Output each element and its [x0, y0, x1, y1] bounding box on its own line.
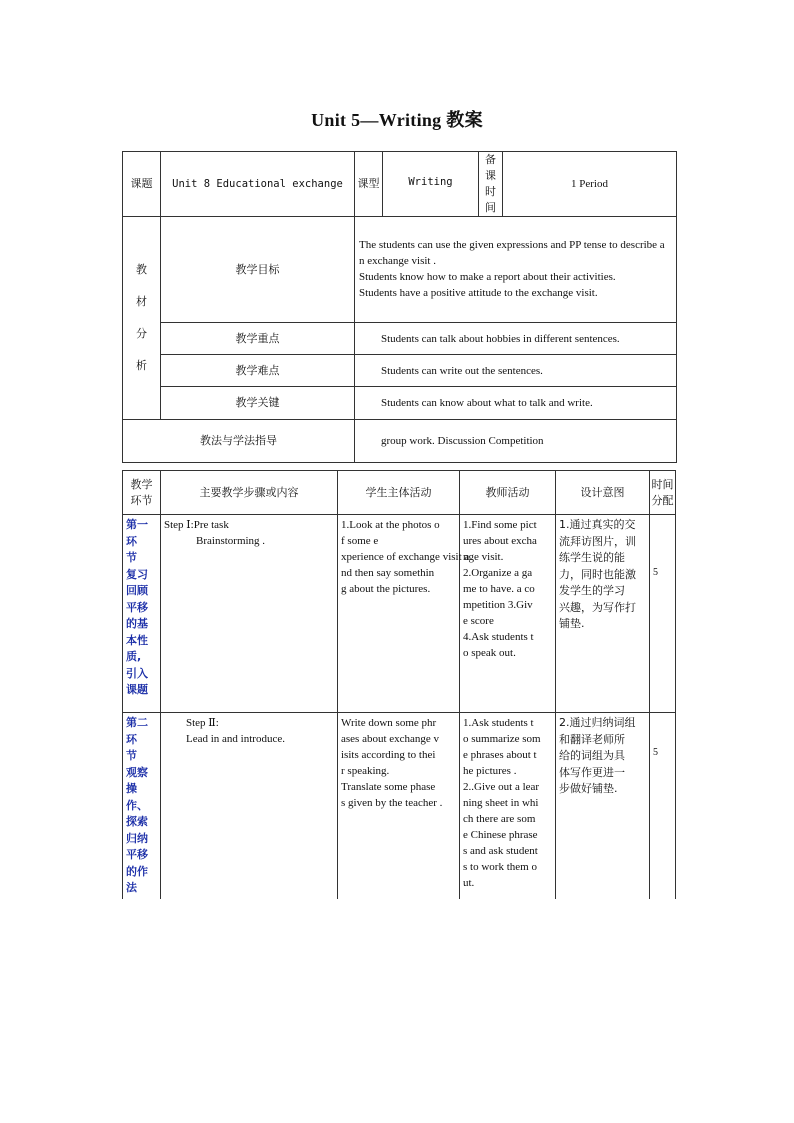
teacher-cell — [460, 515, 556, 713]
difficulty-row — [123, 355, 677, 387]
student-line: Write down some phr — [341, 717, 437, 729]
topic-label: 课题 — [123, 152, 161, 217]
stage-line: 引入 — [126, 666, 148, 680]
student-header: 学生主体活动 — [338, 471, 460, 515]
method-label: 教法与学法指导 — [123, 420, 355, 463]
stage-line: 的基 — [126, 617, 148, 630]
student-line: s given by the teacher . — [341, 797, 443, 809]
lesson-info-table — [122, 151, 677, 463]
student-line: nd then say somethin — [341, 567, 435, 579]
goal-line: Students have a positive attitude to the exchange visit. — [359, 287, 598, 299]
difficulty-label: 教学难点 — [161, 355, 355, 387]
teacher-line: ning sheet in whi — [463, 797, 539, 809]
stage-header-line: 环节 — [130, 493, 153, 507]
method-row — [123, 420, 677, 463]
focus-label: 教学重点 — [161, 323, 355, 355]
design-cell — [556, 515, 650, 713]
prep-time-label — [479, 152, 503, 217]
stage-line: 平移 — [126, 848, 148, 861]
teacher-line: nge visit. — [463, 551, 504, 563]
stage-line: 节 — [126, 551, 137, 564]
stage-line: 回顾 — [126, 584, 148, 597]
prep-char: 时 — [485, 185, 496, 198]
step-row-1 — [123, 515, 676, 713]
goal-line: n exchange visit . — [359, 255, 436, 267]
stage-header-line: 教学 — [130, 477, 153, 491]
teacher-line: 2.Organize a ga — [463, 567, 533, 579]
goals-label: 教学目标 — [161, 217, 355, 323]
design-line: 给的词组为具 — [559, 749, 625, 762]
period-value: 1 Period — [503, 152, 677, 217]
design-cell — [556, 713, 650, 899]
content-line: Brainstorming . — [196, 535, 266, 547]
stage-line: 本性 — [126, 633, 148, 647]
stage-line: 课题 — [126, 683, 148, 696]
teacher-line: o speak out. — [463, 647, 516, 659]
design-line: 流拜访图片，训 — [559, 534, 636, 548]
key-label: 教学关键 — [161, 387, 355, 420]
steps-header-row — [123, 471, 676, 515]
time-header — [650, 471, 676, 515]
design-line: 力，同时也能激 — [559, 567, 636, 581]
stage-line: 平移 — [126, 600, 148, 614]
teacher-header: 教师活动 — [460, 471, 556, 515]
student-line: ases about exchange v — [341, 733, 440, 745]
student-cell — [338, 713, 460, 899]
stage-line: 节 — [126, 749, 137, 762]
design-line: 发学生的学习 — [559, 584, 625, 597]
stage-line: 环 — [126, 534, 137, 548]
header-row — [123, 152, 677, 217]
key-value: Students can know about what to talk and write. — [355, 387, 677, 420]
side-char: 材 — [136, 295, 147, 308]
document-title: Unit 5—Writing 教案 — [311, 110, 483, 130]
time-header-line: 分配 — [651, 493, 674, 507]
goal-line: Students know how to make a report about their activities. — [359, 271, 616, 283]
teacher-line: s to work them o — [463, 861, 537, 873]
student-line: Translate some phase — [341, 781, 436, 793]
key-row — [123, 387, 677, 420]
time-cell: 5 — [650, 713, 676, 899]
teacher-line: e Chinese phrase — [463, 829, 538, 841]
time-cell: 5 — [650, 515, 676, 713]
content-line: Step Ⅰ:Pre task — [164, 519, 229, 531]
stage-line: 环 — [126, 732, 137, 746]
stage-line: 操 — [126, 782, 137, 795]
design-line: 1.通过真实的交 — [559, 518, 636, 531]
stage-line: 探索 — [126, 815, 148, 828]
topic-value: Unit 8 Educational exchange — [161, 152, 355, 217]
type-label: 课型 — [355, 152, 383, 217]
material-analysis-label — [123, 217, 161, 420]
design-line: 体写作更进一 — [559, 765, 625, 779]
teacher-line: s and ask student — [463, 845, 538, 857]
content-cell — [161, 713, 338, 899]
method-value: group work. Discussion Competition — [355, 420, 677, 463]
student-line: isits according to thei — [341, 749, 436, 761]
teacher-cell — [460, 713, 556, 899]
stage-line: 质, — [126, 650, 142, 663]
prep-char: 备 — [485, 153, 496, 166]
student-line: g about the pictures. — [341, 583, 431, 595]
goals-row — [123, 217, 677, 323]
content-line: Lead in and introduce. — [186, 733, 285, 745]
stage-line: 第二 — [126, 716, 148, 729]
focus-value: Students can talk about hobbies in different sentences. — [355, 323, 677, 355]
teacher-line: e score — [463, 615, 494, 627]
side-char: 分 — [136, 327, 147, 340]
design-line: 和翻译老师所 — [559, 732, 625, 746]
step-row-2 — [123, 713, 676, 899]
type-value: Writing — [383, 152, 479, 217]
design-line: 步做好铺垫. — [559, 782, 618, 795]
stage-line: 复习 — [126, 567, 148, 581]
stage-line: 法 — [126, 881, 137, 894]
stage-cell — [123, 713, 161, 899]
teacher-line: ch there are som — [463, 813, 536, 825]
stage-line: 的作 — [126, 864, 148, 878]
design-header: 设计意图 — [556, 471, 650, 515]
side-char: 教 — [136, 263, 147, 276]
teacher-line: ures about excha — [463, 535, 537, 547]
stage-line: 观察 — [126, 765, 148, 779]
content-line: Step Ⅱ: — [186, 717, 219, 729]
student-line: 1.Look at the photos o — [341, 519, 440, 531]
design-line: 铺垫. — [559, 617, 585, 630]
stage-cell — [123, 515, 161, 713]
teacher-line: 1.Ask students t — [463, 717, 534, 729]
teacher-line: o summarize som — [463, 733, 541, 745]
side-char: 析 — [136, 359, 147, 372]
teacher-line: me to have. a co — [463, 583, 535, 595]
teaching-steps-table — [122, 470, 676, 899]
stage-line: 作、 — [126, 798, 148, 812]
design-line: 练学生说的能 — [559, 551, 625, 564]
content-header: 主要教学步骤或内容 — [161, 471, 338, 515]
goals-text — [355, 217, 677, 323]
prep-char: 间 — [485, 201, 496, 214]
prep-char: 课 — [485, 169, 496, 182]
focus-row — [123, 323, 677, 355]
teacher-line: mpetition 3.Giv — [463, 599, 533, 611]
teacher-line: 4.Ask students t — [463, 631, 534, 643]
difficulty-value: Students can write out the sentences. — [355, 355, 677, 387]
stage-line: 归纳 — [126, 831, 148, 845]
student-line: xperience of exchange visit a — [341, 551, 470, 563]
student-cell — [338, 515, 470, 713]
content-cell — [161, 515, 338, 713]
teacher-line: he pictures . — [463, 765, 517, 777]
design-line: 2.通过归纳词组 — [559, 716, 636, 729]
stage-line: 第一 — [126, 518, 148, 531]
teacher-line: 1.Find some pict — [463, 519, 537, 531]
design-line: 兴趣，为写作打 — [559, 600, 636, 614]
student-line: f some e — [341, 535, 379, 547]
stage-header — [123, 471, 161, 515]
student-line: r speaking. — [341, 765, 390, 777]
teacher-line: ut. — [463, 877, 475, 889]
teacher-line: 2..Give out a lear — [463, 781, 540, 793]
time-header-line: 时间 — [651, 477, 674, 491]
goal-line: The students can use the given expressions and PP tense to describe a — [359, 239, 665, 251]
teacher-line: e phrases about t — [463, 749, 537, 761]
